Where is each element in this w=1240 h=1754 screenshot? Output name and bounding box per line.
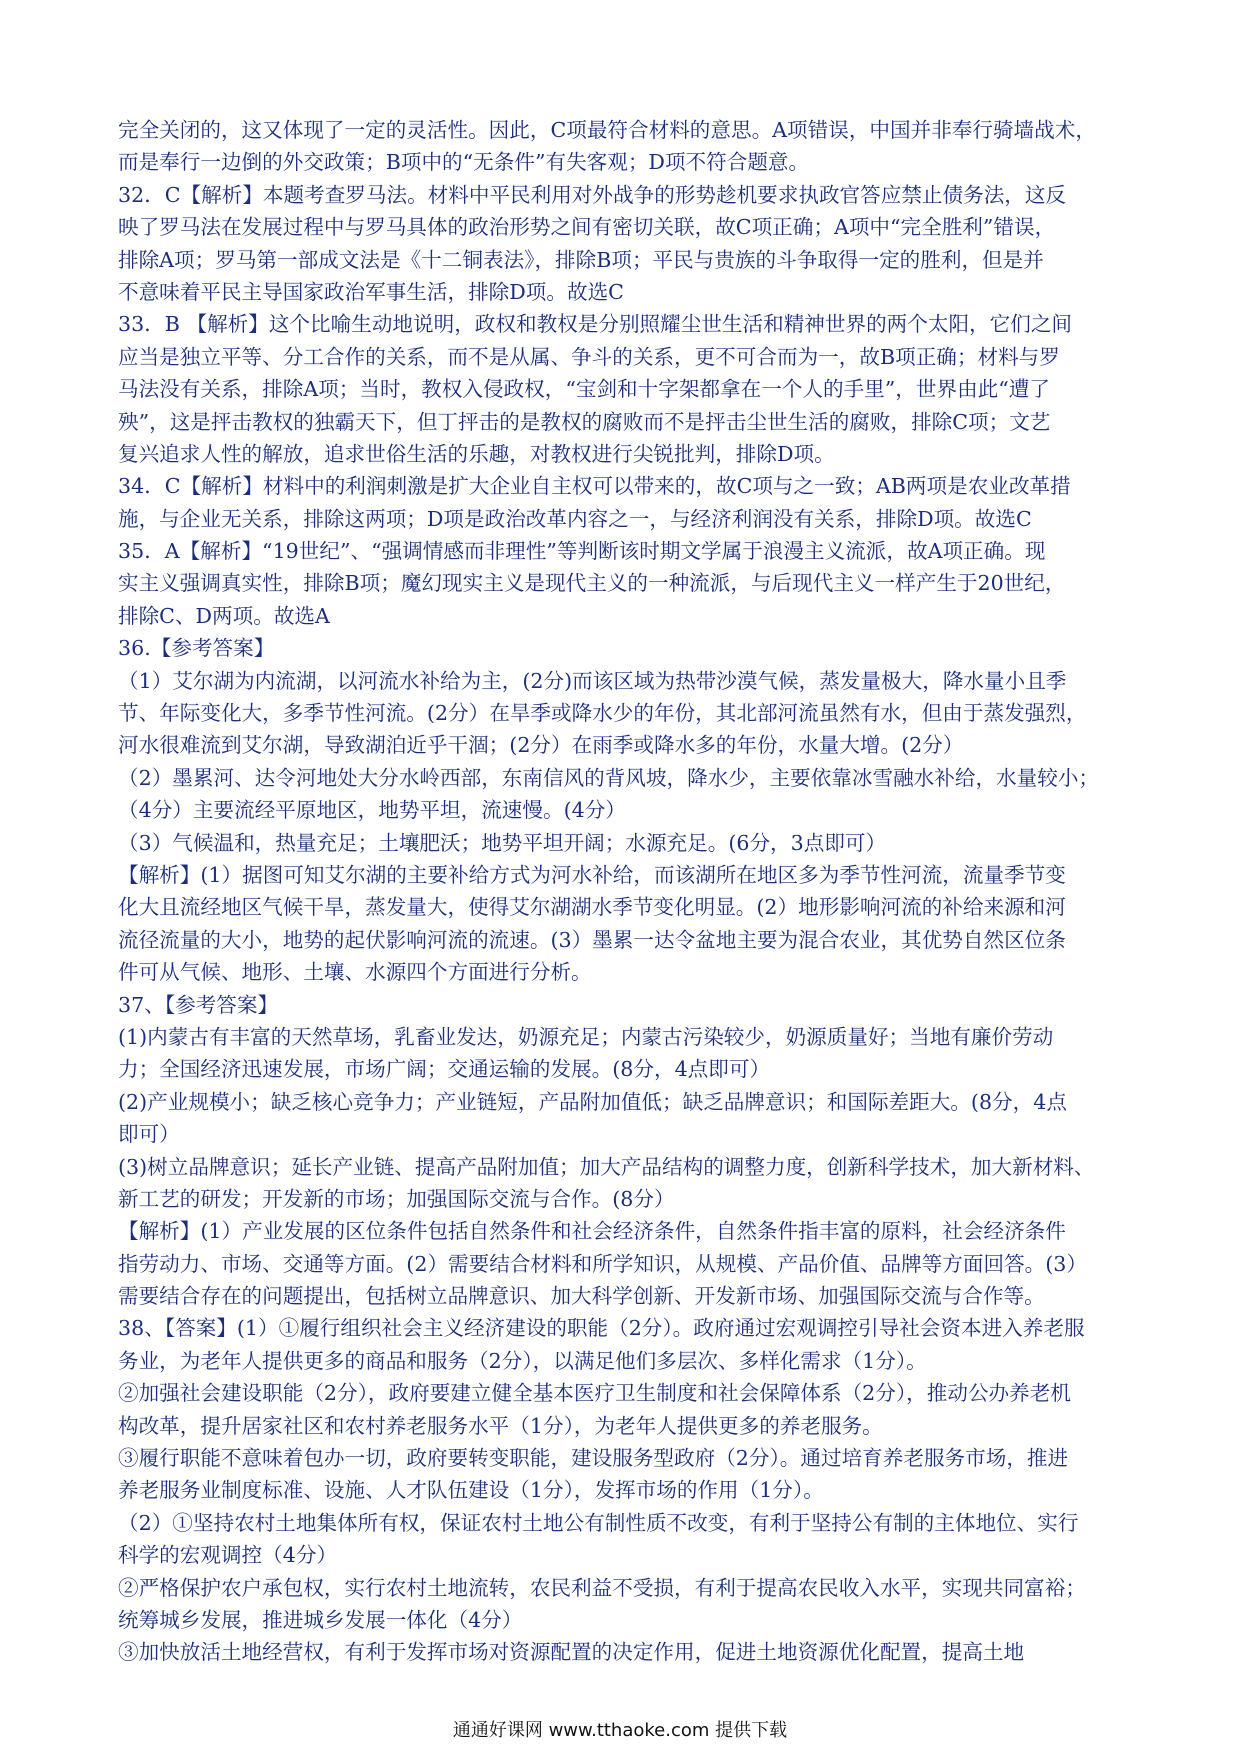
text-line: 完全关闭的，这又体现了一定的灵活性。因此，C项最符合材料的意思。A项错误，中国并非奉行骑墙战术， <box>118 118 1096 142</box>
text-line: 河水很难流到艾尔湖，导致湖泊近乎干涸；(2分）在雨季或降水多的年份，水量大增。(2分） <box>118 733 964 758</box>
text-line: 力；全国经济迅速发展，市场广阔；交通运输的发展。(8分，4点即可） <box>118 1057 771 1082</box>
text-line: 映了罗马法在发展过程中与罗马具体的政治形势之间有密切关联，故C项正确；A项中“完全胜利”错误， <box>118 215 1056 240</box>
text-line: 实主义强调真实性，排除B项；魔幻现实主义是现代主义的一种流派，与后现代主义一样产生于20世纪， <box>118 571 1066 596</box>
text-line: (2)产业规模小；缺乏核心竞争力；产业链短，产品附加值低；缺乏品牌意识；和国际差距大。(8分，4点 <box>118 1089 1067 1114</box>
page-footer: 通通好课网 www.tthaoke.com 提供下载 <box>452 1720 788 1741</box>
text-line: （3）气候温和，热量充足；土壤肥沃；地势平坦开阔；水源充足。(6分，3点即可） <box>118 830 887 855</box>
text-line: 33．B 【解析】这个比喻生动地说明，政权和教权是分别照耀尘世生活和精神世界的两个太阳，它们之间 <box>118 312 1073 337</box>
text-line: 【解析】(1）据图可知艾尔湖的主要补给方式为河水补给，而该湖所在地区多为季节性河流，流量季节变 <box>118 862 1066 887</box>
text-line: 37、【参考答案】 <box>118 992 279 1017</box>
text-line: 化大且流经地区气候干旱，蒸发量大，使得艾尔湖湖水季节变化明显。(2）地形影响河流的补给来源和河 <box>118 895 1066 920</box>
text-line: 35．A【解析】“19世纪”、“强调情感而非理性”等判断该时期文学属于浪漫主义流派，故A项正确。现 <box>118 539 1046 564</box>
text-line: 务业，为老年人提供更多的商品和服务（2分），以满足他们多层次、多样化需求（1分）。 <box>118 1348 927 1373</box>
text-line: 不意味着平民主导国家政治军事生活，排除D项。故选C <box>118 279 624 304</box>
text-line: 殃”，这是抨击教权的独霸天下，但丁抨击的是教权的腐败而不是抨击尘世生活的腐败，排除C项；文艺 <box>118 409 1051 434</box>
text-line: 构改革，提升居家社区和农村养老服务水平（1分），为老年人提供更多的养老服务。 <box>118 1413 883 1438</box>
text-line: 统筹城乡发展，推进城乡发展一体化（4分） <box>118 1607 523 1632</box>
text-line: ③履行职能不意味着包办一切，政府要转变职能，建设服务型政府（2分）。通过培育养老服务市场，推进 <box>118 1446 1069 1471</box>
text-line: 指劳动力、市场、交通等方面。(2）需要结合材料和所学知识，从规模、产品价值、品牌等方面回答。(3） <box>118 1251 1087 1276</box>
text-line: 养老服务业制度标准、设施、人才队伍建设（1分），发挥市场的作用（1分）。 <box>118 1478 824 1503</box>
text-line: 流径流量的大小，地势的起伏影响河流的流速。(3）墨累一达令盆地主要为混合农业，其优势自然区位条 <box>118 927 1066 952</box>
answer-text-body <box>118 114 1138 1701</box>
text-line: 而是奉行一边倒的外交政策；B项中的“无条件”有失客观；D项不符合题意。 <box>118 150 810 175</box>
text-line: （4分）主要流经平原地区，地势平坦，流速慢。(4分） <box>118 798 626 823</box>
text-line: （2）①坚持农村土地集体所有权，保证农村土地公有制性质不改变，有利于坚持公有制的主体地位、实行 <box>118 1510 1079 1535</box>
text-line: 复兴追求人性的解放，追求世俗生活的乐趣，对教权进行尖锐批判，排除D项。 <box>118 441 835 466</box>
text-line: 38、【答案】(1）①履行组织社会主义经济建设的职能（2分）。政府通过宏观调控引导社会资本进入养老服 <box>118 1316 1085 1341</box>
text-line: 应当是独立平等、分工合作的关系，而不是从属、争斗的关系，更不可合而为一，故B项正确；材料与罗 <box>118 344 1060 369</box>
text-line: 件可从气候、地形、土壤、水源四个方面进行分析。 <box>118 960 592 985</box>
text-line: 32．C【解析】本题考查罗马法。材料中平民利用对外战争的形势趁机要求执政官答应禁止债务法，这反 <box>118 182 1067 207</box>
text-line: 即可） <box>118 1122 180 1147</box>
text-line: ③加快放活土地经营权，有利于发挥市场对资源配置的决定作用，促进土地资源优化配置，提高土地 <box>118 1640 1025 1665</box>
text-line <box>118 1669 1138 1701</box>
text-line: 需要结合存在的问题提出，包括树立品牌意识、加大科学创新、开发新市场、加强国际交流与合作等。 <box>118 1284 1045 1309</box>
text-line: 排除A项；罗马第一部成文法是《十二铜表法》，排除B项；平民与贵族的斗争取得一定的胜利，但是并 <box>118 247 1044 272</box>
text-line: 【解析】(1）产业发展的区位条件包括自然条件和社会经济条件，自然条件指丰富的原料，社会经济条件 <box>118 1219 1066 1244</box>
text-line: （2）墨累河、达令河地处大分水岭西部，东南信风的背风坡，降水少，主要依靠冰雪融水补给，水量较小； <box>118 765 1100 790</box>
text-line: (1)内蒙古有丰富的天然草场，乳畜业发达，奶源充足；内蒙古污染较少，奶源质量好；当地有廉价劳动 <box>118 1024 1054 1049</box>
text-line: ②加强社会建设职能（2分），政府要建立健全基本医疗卫生制度和社会保障体系（2分），推动公办养老机 <box>118 1381 1071 1406</box>
text-line: 施，与企业无关系，排除这两项；D项是政治改革内容之一，与经济利润没有关系，排除D项。故选C <box>118 506 1032 531</box>
text-line: 新工艺的研发；开发新的市场；加强国际交流与合作。(8分） <box>118 1186 675 1211</box>
text-line: ②严格保护农户承包权，实行农村土地流转，农民利益不受损，有利于提高农民收入水平，实现共同富裕； <box>118 1575 1086 1600</box>
text-line: 34．C【解析】材料中的利润刺激是扩大企业自主权可以带来的，故C项与之一致；AB两项是农业改革措 <box>118 474 1071 499</box>
text-line: (3)树立品牌意识；延长产业链、提高产品附加值；加大产品结构的调整力度，创新科学技术，加大新材料、 <box>118 1154 1095 1179</box>
text-line: 36.【参考答案】 <box>118 636 275 661</box>
text-line: 节、年际变化大，多季节性河流。(2分）在旱季或降水少的年份，其北部河流虽然有水，但由于蒸发强烈， <box>118 701 1087 726</box>
text-line: （1）艾尔湖为内流湖，以河流水补给为主，(2分)而该区域为热带沙漠气候，蒸发量极大，降水量小且季 <box>118 668 1067 693</box>
text-line: 排除C、D两项。故选A <box>118 603 330 628</box>
text-line: 马法没有关系，排除A项；当时，教权入侵政权，“宝剑和十字架都拿在一个人的手里”，世界由此“遭了 <box>118 377 1050 402</box>
text-line: 科学的宏观调控（4分） <box>118 1543 338 1568</box>
